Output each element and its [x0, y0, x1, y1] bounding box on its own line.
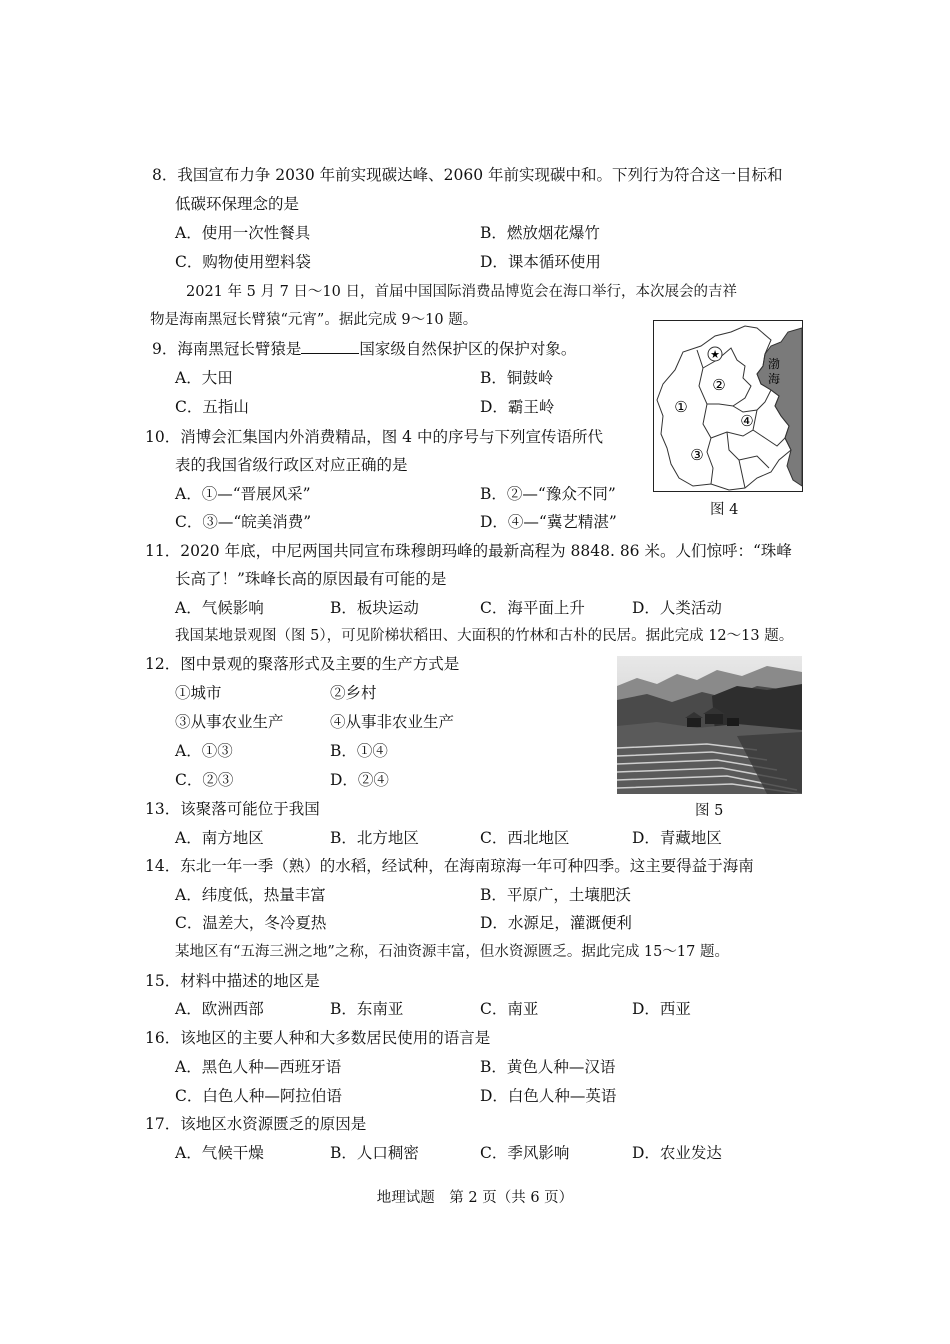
- q8-stem-line1: 8．我国宣布力争 2030 年前实现碳达峰、2060 年前实现碳中和。下列行为符合这一目标和: [152, 166, 783, 184]
- q16-option-c: C．白色人种—阿拉伯语: [175, 1087, 342, 1105]
- capital-star-icon: ★: [710, 348, 720, 361]
- q12-stem: 12．图中景观的聚落形式及主要的生产方式是: [145, 655, 460, 673]
- q13-option-a: A．南方地区: [175, 829, 264, 847]
- q17-option-a: A．气候干燥: [175, 1144, 264, 1162]
- q10-option-b: B．②—“豫众不同”: [480, 485, 616, 503]
- q15-option-c: C．南亚: [480, 1000, 539, 1018]
- q10-option-d: D．④—“冀艺精湛”: [480, 513, 617, 531]
- q11-stem-line2: 长高了！”珠峰长高的原因最有可能的是: [175, 570, 447, 588]
- material-15-17: 某地区有“五海三洲之地”之称，石油资源丰富，但水资源匮乏。据此完成 15～17 题。: [175, 944, 729, 960]
- figure-4-map: [653, 320, 803, 492]
- q14-stem: 14．东北一年一季（熟）的水稻，经试种，在海南琼海一年可种四季。这主要得益于海南: [145, 857, 754, 875]
- q11-option-b: B．板块运动: [330, 599, 419, 617]
- q8-option-b: B．燃放烟花爆竹: [480, 224, 600, 242]
- map-label-4: ④: [740, 412, 754, 430]
- q9-stem-pre: 9．海南黑冠长臂猿是: [152, 340, 302, 358]
- material-12-13: 我国某地景观图（图 5），可见阶梯状稻田、大面积的竹林和古朴的民居。据此完成 12～13 题。: [175, 628, 794, 644]
- q14-option-a: A．纬度低，热量丰富: [175, 886, 326, 904]
- figure-5-photo: [617, 656, 802, 794]
- q12-choice-2: ②乡村: [330, 684, 377, 702]
- q16-option-a: A．黑色人种—西班牙语: [175, 1058, 342, 1076]
- q9-option-d: D．霸王岭: [480, 398, 555, 416]
- q9-blank: [301, 339, 359, 354]
- q11-option-a: A．气候影响: [175, 599, 264, 617]
- q13-option-b: B．北方地区: [330, 829, 419, 847]
- q11-option-d: D．人类活动: [632, 599, 722, 617]
- q8-option-c: C．购物使用塑料袋: [175, 253, 311, 271]
- map-label-2: ②: [712, 376, 726, 394]
- q8-option-a: A．使用一次性餐具: [175, 224, 311, 242]
- q9-option-a: A．大田: [175, 369, 233, 387]
- q16-option-d: D．白色人种—英语: [480, 1087, 617, 1105]
- q10-option-c: C．③—“皖美消费”: [175, 513, 312, 531]
- q10-option-a: A．①—“晋展风采”: [175, 485, 311, 503]
- q12-option-c: C．②③: [175, 771, 234, 789]
- q10-stem-line2: 表的我国省级行政区对应正确的是: [175, 456, 408, 474]
- q11-option-c: C．海平面上升: [480, 599, 585, 617]
- q15-option-b: B．东南亚: [330, 1000, 404, 1018]
- q13-option-c: C．西北地区: [480, 829, 570, 847]
- q9-option-b: B．铜鼓岭: [480, 369, 554, 387]
- figure-5-caption: 图 5: [695, 803, 724, 819]
- q12-option-d: D．②④: [330, 771, 389, 789]
- q17-stem: 17．该地区水资源匮乏的原因是: [145, 1115, 367, 1133]
- q14-option-d: D．水源足，灌溉便利: [480, 914, 632, 932]
- map-label-3: ③: [690, 446, 704, 464]
- q15-option-a: A．欧洲西部: [175, 1000, 264, 1018]
- material-9-10-line1: 2021 年 5 月 7 日～10 日，首届中国国际消费品博览会在海口举行，本次展会的吉祥: [186, 284, 737, 300]
- q12-option-b: B．①④: [330, 742, 388, 760]
- q15-option-d: D．西亚: [632, 1000, 691, 1018]
- material-9-10-line2: 物是海南黑冠长臂猿“元宵”。据此完成 9～10 题。: [150, 312, 478, 328]
- figure-4-caption: 图 4: [710, 502, 739, 518]
- q8-stem-line2: 低碳环保理念的是: [175, 195, 300, 213]
- q16-stem: 16．该地区的主要人种和大多数居民使用的语言是: [145, 1029, 491, 1047]
- q9-option-c: C．五指山: [175, 398, 249, 416]
- q10-stem-line1: 10．消博会汇集国内外消费精品，图 4 中的序号与下列宣传语所代: [145, 428, 603, 446]
- sea-label-char2: 海: [767, 372, 781, 386]
- page-footer: 地理试题 第 2 页（共 6 页）: [376, 1190, 574, 1206]
- q17-option-d: D．农业发达: [632, 1144, 722, 1162]
- q9-stem: [152, 339, 576, 359]
- q11-stem-line1: 11．2020 年底，中尼两国共同宣布珠穆朗玛峰的最新高程为 8848. 86 米。人们惊呼：“珠峰: [145, 542, 792, 560]
- q17-option-b: B．人口稠密: [330, 1144, 419, 1162]
- q12-choice-3: ③从事农业生产: [175, 713, 284, 731]
- map-label-1: ①: [674, 398, 688, 416]
- q9-stem-post: 国家级自然保护区的保护对象。: [359, 340, 577, 358]
- q14-option-b: B．平原广，土壤肥沃: [480, 886, 631, 904]
- q16-option-b: B．黄色人种—汉语: [480, 1058, 616, 1076]
- q17-option-c: C．季风影响: [480, 1144, 570, 1162]
- q12-choice-1: ①城市: [175, 684, 222, 702]
- q8-option-d: D．课本循环使用: [480, 253, 601, 271]
- q13-stem: 13．该聚落可能位于我国: [145, 800, 320, 818]
- q15-stem: 15．材料中描述的地区是: [145, 972, 320, 990]
- q14-option-c: C．温差大，冬冷夏热: [175, 914, 327, 932]
- q12-choice-4: ④从事非农业生产: [330, 713, 455, 731]
- q13-option-d: D．青藏地区: [632, 829, 722, 847]
- q12-option-a: A．①③: [175, 742, 233, 760]
- sea-label-char1: 渤: [767, 357, 781, 371]
